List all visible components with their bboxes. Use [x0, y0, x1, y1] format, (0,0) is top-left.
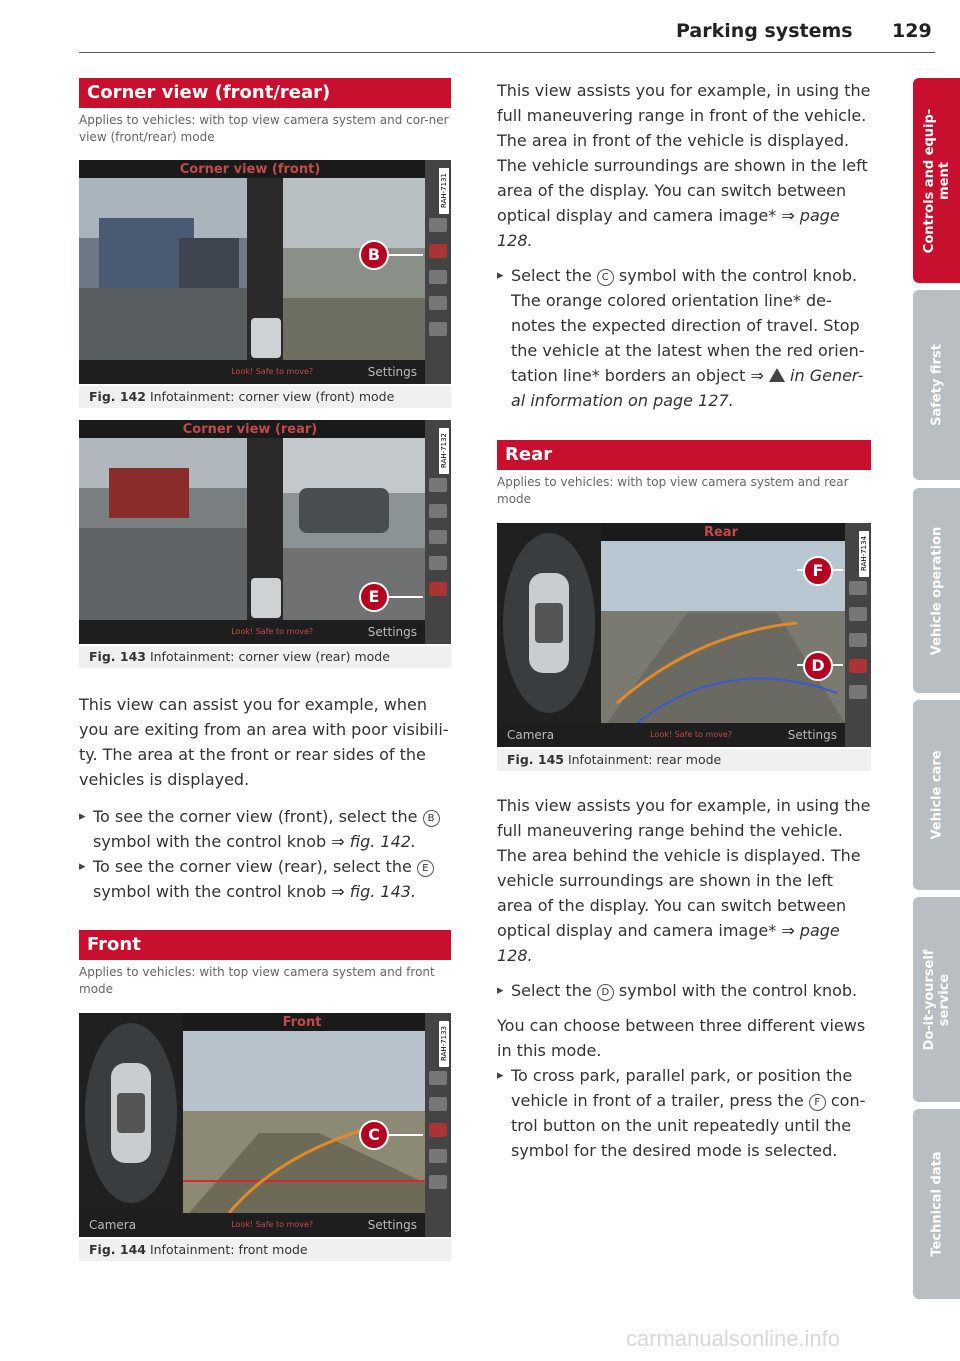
screen-title: Corner view (front) — [179, 162, 321, 177]
tab-label: Vehicle operation — [929, 526, 944, 655]
tab-label: Controls and equip- ment — [921, 108, 952, 253]
menu-button — [429, 1097, 447, 1111]
menu-button — [429, 556, 447, 570]
caption-text: Infotainment: corner view (rear) mode — [149, 649, 390, 664]
status-bar — [497, 723, 845, 747]
tab-safety-first[interactable] — [913, 290, 960, 480]
caption-text: Infotainment: front mode — [149, 1242, 308, 1257]
instruction-bullet — [497, 263, 871, 413]
status-bar — [79, 1213, 425, 1237]
rear-section — [497, 440, 871, 508]
status-bar — [79, 360, 425, 384]
symbol-b-icon: B — [423, 810, 440, 827]
instruction-bullet — [497, 978, 871, 1003]
body-paragraph — [497, 793, 871, 968]
menu-button-active — [429, 1123, 447, 1137]
menu-button — [429, 218, 447, 232]
figure-145-screen — [497, 523, 871, 747]
bullet-text: Select the — [511, 266, 592, 285]
body-paragraph — [497, 78, 871, 253]
bullet-text: To see the corner view (rear), select the — [93, 857, 412, 876]
bullet-text: symbol with the control knob — [93, 882, 327, 901]
figure-code: RAH-7132 — [439, 428, 449, 474]
menu-button — [849, 685, 867, 699]
figure-142-caption — [79, 386, 451, 408]
side-menu-strip — [425, 1013, 451, 1237]
caption-text: Infotainment: corner view (front) mode — [149, 389, 395, 404]
callout-e: E — [359, 582, 389, 612]
figure-number: Fig. 142 — [89, 389, 146, 404]
menu-button — [429, 504, 447, 518]
menu-button — [429, 1149, 447, 1163]
warning-text: Look! Safe to move? — [231, 1220, 314, 1229]
bullet-text: To cross park, parallel park, or position the vehicle in front of a trailer, press the — [511, 1066, 853, 1110]
rear-mode-text — [497, 793, 871, 1163]
menu-button — [849, 607, 867, 621]
corner-view-section — [79, 78, 451, 146]
cross-reference: ⇒ fig. 142. — [331, 832, 417, 851]
menu-button — [849, 633, 867, 647]
menu-button-active — [429, 582, 447, 596]
menu-button-active — [429, 244, 447, 258]
section-heading-corner-view: Corner view (front/rear) — [79, 78, 451, 108]
section-heading-rear: Rear — [497, 440, 871, 470]
menu-button — [429, 1175, 447, 1189]
corner-view-text — [79, 692, 451, 904]
settings-label: Settings — [367, 1218, 417, 1232]
page-number: 129 — [892, 20, 932, 42]
watermark: carmanualsonline.info — [626, 1326, 841, 1351]
tab-label: Do-it-yourself service — [921, 949, 952, 1050]
tab-technical-data[interactable] — [913, 1109, 960, 1299]
menu-button-active — [849, 659, 867, 673]
menu-button — [849, 581, 867, 595]
bullet-text: To see the corner view (front), select the — [93, 807, 418, 826]
tab-label: Technical data — [929, 1151, 944, 1257]
front-mode-text — [497, 78, 871, 413]
tab-vehicle-care[interactable] — [913, 700, 960, 890]
figure-number: Fig. 145 — [507, 752, 564, 767]
front-section — [79, 930, 451, 998]
side-menu-strip — [845, 523, 871, 747]
bullet-text: Select the — [511, 981, 592, 1000]
warning-text: Look! Safe to move? — [650, 730, 733, 739]
callout-b: B — [359, 240, 389, 270]
figure-142-screen — [79, 160, 451, 384]
running-header-section: Parking systems — [676, 20, 853, 42]
bullet-text: symbol with the control knob. The orange colored orientation line* de-notes the expected direction of travel. Stop the vehicle at the latest when the red orien-tation line* borders an object ⇒ — [511, 266, 865, 385]
callout-f: F — [803, 556, 833, 586]
tab-controls-and-equipment[interactable] — [913, 78, 960, 283]
figure-143-screen — [79, 420, 451, 644]
section-heading-front: Front — [79, 930, 451, 960]
tab-label: Vehicle care — [929, 750, 944, 840]
tab-vehicle-operation[interactable] — [913, 488, 960, 693]
tab-do-it-yourself-service[interactable] — [913, 897, 960, 1102]
caption-text: Infotainment: rear mode — [567, 752, 722, 767]
warning-text: Look! Safe to move? — [231, 367, 314, 376]
settings-label: Settings — [367, 625, 417, 639]
bullet-text: con-trol button on the unit repeatedly until the symbol for the desired mode is selected. — [511, 1091, 866, 1160]
instruction-bullet — [497, 1063, 871, 1163]
instruction-bullet — [79, 854, 451, 904]
camera-label: Camera — [507, 728, 555, 742]
warning-triangle-icon — [769, 368, 785, 382]
symbol-c-icon: C — [597, 269, 614, 286]
symbol-e-icon: E — [417, 860, 434, 877]
camera-label: Camera — [89, 1218, 137, 1232]
menu-button — [429, 322, 447, 336]
side-menu-strip — [425, 160, 451, 384]
figure-143-caption — [79, 646, 451, 668]
figure-number: Fig. 144 — [89, 1242, 146, 1257]
screen-title: Rear — [703, 525, 738, 540]
symbol-f-icon: F — [809, 1094, 826, 1111]
rear-camera-image — [497, 523, 845, 723]
paragraph-text: This view assists you for example, in using the full maneuvering range behind the vehicle. The area behind the vehicle is displayed. The vehicle surroundings are shown in the left area of the display. You can switch between optical display and camera image* — [497, 796, 871, 940]
front-corner-camera-image — [79, 178, 425, 378]
applies-to-note: Applies to vehicles: with top view camera system and rear mode — [497, 475, 849, 506]
figure-144-caption — [79, 1239, 451, 1261]
figure-code: RAH-7131 — [439, 168, 449, 214]
cross-reference: in Gener-al information on page 127. — [511, 366, 864, 410]
symbol-d-icon: D — [597, 984, 614, 1001]
figure-number: Fig. 143 — [89, 649, 146, 664]
screen-title: Corner view (rear) — [182, 422, 318, 437]
side-menu-strip — [425, 420, 451, 644]
callout-c: C — [359, 1120, 389, 1150]
settings-label: Settings — [367, 365, 417, 379]
bullet-text: symbol with the control knob — [93, 832, 327, 851]
menu-button — [429, 1071, 447, 1085]
settings-label: Settings — [787, 728, 837, 742]
screen-title: Front — [282, 1015, 322, 1030]
body-paragraph: This view can assist you for example, when you are exiting from an area with poor visibili-ty. The area at the front or rear sides of the vehicles is displayed. — [79, 695, 449, 789]
instruction-bullet — [79, 804, 451, 854]
status-bar — [79, 620, 425, 644]
warning-text: Look! Safe to move? — [231, 627, 314, 636]
bullet-text: symbol with the control knob. — [618, 981, 858, 1000]
tab-label: Safety first — [929, 344, 944, 426]
menu-button — [429, 296, 447, 310]
menu-button — [429, 530, 447, 544]
cross-reference: ⇒ page 128. — [497, 206, 840, 250]
figure-145-caption — [497, 749, 871, 771]
menu-button — [429, 270, 447, 284]
paragraph-text: This view assists you for example, in using the full maneuvering range in front of the vehicle. The area in front of the vehicle is displayed. The vehicle surroundings are shown in the left area of the display. You can switch between optical display and camera image* — [497, 81, 871, 225]
menu-button — [429, 478, 447, 492]
figure-code: RAH-7133 — [439, 1021, 449, 1067]
cross-reference: ⇒ page 128. — [497, 921, 840, 965]
applies-to-note: Applies to vehicles: with top view camera system and front mode — [79, 965, 435, 996]
figure-144-screen — [79, 1013, 451, 1237]
figure-code: RAH-7134 — [859, 531, 869, 577]
header-rule — [79, 52, 935, 53]
front-camera-image — [79, 1013, 425, 1213]
cross-reference: ⇒ fig. 143. — [331, 882, 417, 901]
applies-to-note: Applies to vehicles: with top view camera system and cor-ner view (front/rear) mode — [79, 113, 449, 144]
callout-d: D — [803, 651, 833, 681]
body-paragraph: You can choose between three different views in this mode. — [497, 1016, 866, 1060]
